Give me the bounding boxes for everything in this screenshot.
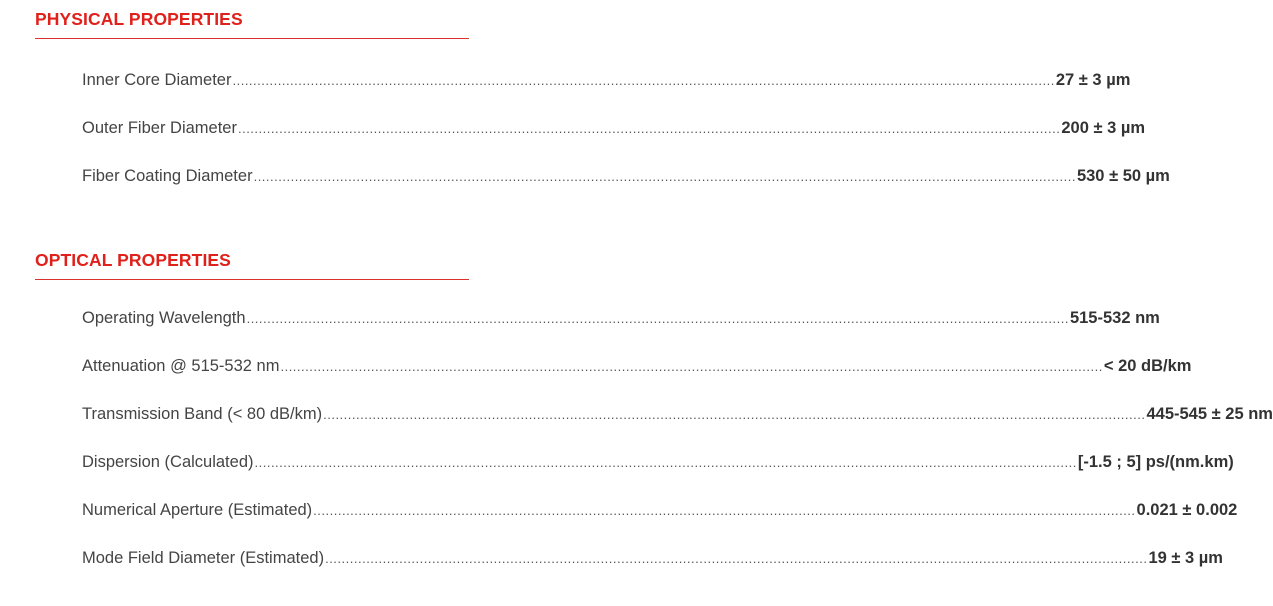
- property-label: Fiber Coating Diameter: [82, 167, 253, 185]
- dot-leader: ........................................................................................................................................................................................................: [325, 551, 1148, 566]
- dot-leader: ........................................................................................................................................................................................................: [253, 169, 1076, 184]
- property-row-dispersion: [82, 450, 1234, 498]
- dot-leader: ........................................................................................................................................................................................................: [254, 455, 1077, 470]
- property-label: Outer Fiber Diameter: [82, 119, 237, 137]
- property-label: Numerical Aperture (Estimated): [82, 501, 313, 519]
- dot-leader: ........................................................................................................................................................................................................: [280, 359, 1103, 374]
- property-value: 530 ± 50 µm: [1076, 167, 1170, 185]
- property-value: 200 ± 3 µm: [1061, 119, 1146, 137]
- property-value: < 20 dB/km: [1103, 357, 1192, 375]
- property-value: 27 ± 3 µm: [1055, 71, 1131, 89]
- dot-leader: ........................................................................................................................................................................................................: [246, 311, 1069, 326]
- property-value: [-1.5 ; 5] ps/(nm.km): [1077, 453, 1234, 471]
- property-value: 19 ± 3 µm: [1148, 549, 1223, 567]
- optical-properties-rule: [35, 279, 469, 280]
- dot-leader: ........................................................................................................................................................................................................: [313, 503, 1136, 518]
- physical-properties-list: [82, 68, 1170, 212]
- property-label: Transmission Band (< 80 dB/km): [82, 405, 323, 423]
- property-row-operating-wavelength: [82, 306, 1160, 354]
- property-row-attenuation: [82, 354, 1192, 402]
- property-label: Mode Field Diameter (Estimated): [82, 549, 325, 567]
- optical-properties-heading: OPTICAL PROPERTIES: [35, 250, 231, 270]
- optical-properties-section: [35, 249, 469, 280]
- optical-properties-list: [82, 306, 1273, 594]
- physical-properties-section: [35, 8, 469, 39]
- property-value: 0.021 ± 0.002: [1136, 501, 1238, 519]
- property-value: 445-545 ± 25 nm: [1146, 405, 1273, 423]
- property-label: Inner Core Diameter: [82, 71, 232, 89]
- property-row-fiber-coating-diameter: [82, 164, 1170, 212]
- property-row-mode-field-diameter: [82, 546, 1223, 594]
- physical-properties-rule: [35, 38, 469, 39]
- property-row-inner-core-diameter: [82, 68, 1131, 116]
- property-label: Dispersion (Calculated): [82, 453, 254, 471]
- dot-leader: ........................................................................................................................................................................................................: [323, 407, 1146, 422]
- dot-leader: ........................................................................................................................................................................................................: [237, 121, 1061, 136]
- property-label: Attenuation @ 515-532 nm: [82, 357, 280, 375]
- dot-leader: ........................................................................................................................................................................................................: [232, 73, 1055, 88]
- property-label: Operating Wavelength: [82, 309, 246, 327]
- property-row-transmission-band: [82, 402, 1273, 450]
- property-row-numerical-aperture: [82, 498, 1238, 546]
- property-value: 515-532 nm: [1069, 309, 1160, 327]
- physical-properties-heading: PHYSICAL PROPERTIES: [35, 9, 243, 29]
- property-row-outer-fiber-diameter: [82, 116, 1146, 164]
